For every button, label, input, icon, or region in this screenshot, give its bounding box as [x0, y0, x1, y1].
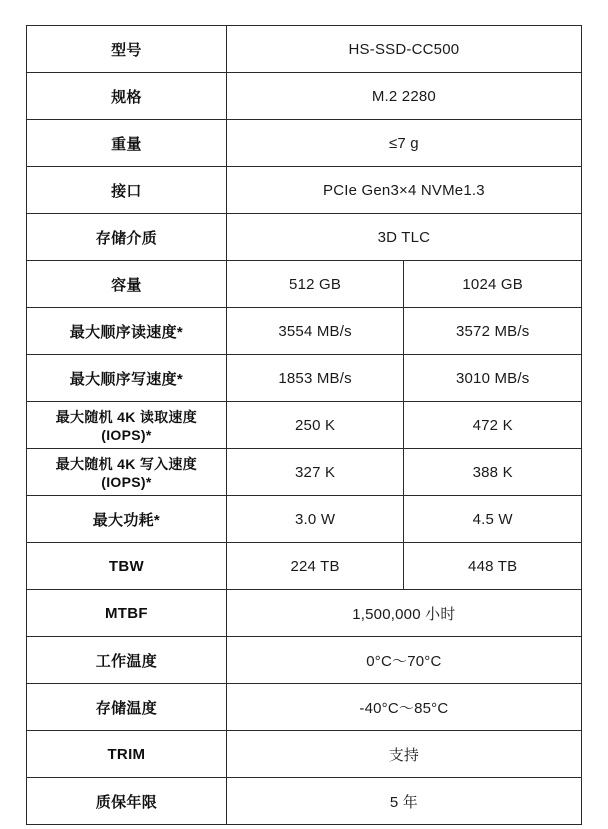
row-label: 最大随机 4K 写入速度(IOPS)*	[27, 449, 227, 496]
row-value: 5 年	[226, 778, 581, 825]
row-label: MTBF	[27, 590, 227, 637]
row-value-512: 327 K	[226, 449, 404, 496]
table-row	[27, 543, 582, 590]
row-value: PCIe Gen3×4 NVMe1.3	[226, 167, 581, 214]
row-value: ≤7 g	[226, 120, 581, 167]
row-value-1024: 388 K	[404, 449, 582, 496]
table-row	[27, 26, 582, 73]
row-value: M.2 2280	[226, 73, 581, 120]
row-label: 工作温度	[27, 637, 227, 684]
table-row	[27, 778, 582, 825]
row-label: 规格	[27, 73, 227, 120]
table-row	[27, 402, 582, 449]
table-row	[27, 731, 582, 778]
row-value-512: 3554 MB/s	[226, 308, 404, 355]
row-value-1024: 3010 MB/s	[404, 355, 582, 402]
row-value: 1,500,000 小时	[226, 590, 581, 637]
row-value-512: 512 GB	[226, 261, 404, 308]
table-row	[27, 496, 582, 543]
row-label: TRIM	[27, 731, 227, 778]
row-label: 质保年限	[27, 778, 227, 825]
table-row	[27, 308, 582, 355]
row-label: 最大顺序写速度*	[27, 355, 227, 402]
row-value: 3D TLC	[226, 214, 581, 261]
table-row	[27, 590, 582, 637]
row-value-1024: 1024 GB	[404, 261, 582, 308]
row-label: 接口	[27, 167, 227, 214]
table-row	[27, 120, 582, 167]
row-value-512: 250 K	[226, 402, 404, 449]
row-label: 存储介质	[27, 214, 227, 261]
row-value-512: 1853 MB/s	[226, 355, 404, 402]
row-value-1024: 472 K	[404, 402, 582, 449]
specification-table	[26, 25, 582, 825]
row-value: 0°C～70°C	[226, 637, 581, 684]
row-label: 容量	[27, 261, 227, 308]
table-row	[27, 73, 582, 120]
row-label: 最大顺序读速度*	[27, 308, 227, 355]
table-row	[27, 261, 582, 308]
table-body	[27, 26, 582, 825]
row-label: 最大随机 4K 读取速度(IOPS)*	[27, 402, 227, 449]
row-value: -40°C～85°C	[226, 684, 581, 731]
table-row	[27, 684, 582, 731]
row-value-512: 3.0 W	[226, 496, 404, 543]
row-label: 最大功耗*	[27, 496, 227, 543]
table-row	[27, 449, 582, 496]
row-value: HS-SSD-CC500	[226, 26, 581, 73]
row-value-512: 224 TB	[226, 543, 404, 590]
row-label: 存储温度	[27, 684, 227, 731]
table-row	[27, 637, 582, 684]
table-row	[27, 167, 582, 214]
row-value-1024: 448 TB	[404, 543, 582, 590]
row-value: 支持	[226, 731, 581, 778]
row-value-1024: 4.5 W	[404, 496, 582, 543]
row-label: 重量	[27, 120, 227, 167]
table-row	[27, 214, 582, 261]
row-value-1024: 3572 MB/s	[404, 308, 582, 355]
table-row	[27, 355, 582, 402]
row-label: TBW	[27, 543, 227, 590]
row-label: 型号	[27, 26, 227, 73]
